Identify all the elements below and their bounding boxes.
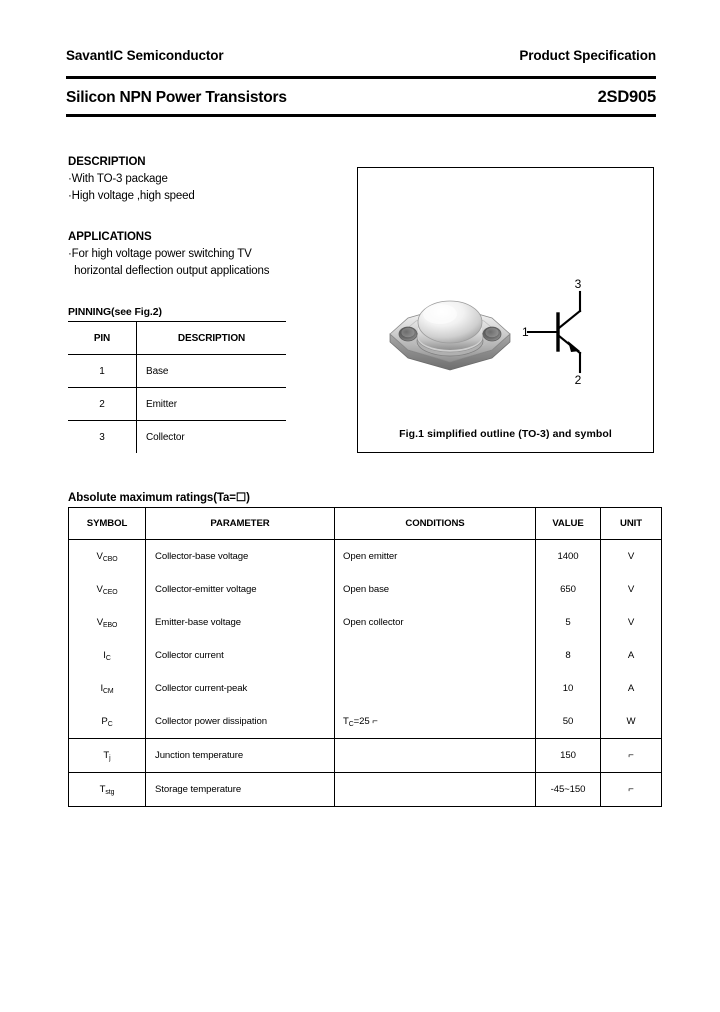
rating-parameter: Collector-base voltage [146,540,335,574]
rating-conditions [335,739,536,773]
description-heading: DESCRIPTION [68,156,146,168]
absolute-maximum-ratings-section [68,490,656,807]
rating-conditions: $T_C=25$ ⌐ [335,705,536,739]
symbol-pin-label-collector: 3 [574,278,582,291]
ratings-body [69,540,662,807]
table-row [69,705,662,739]
rating-symbol: $I_{CM}$ [69,672,146,705]
description-section [68,156,338,205]
figure-box [357,167,654,453]
rating-value: 8 [536,639,601,672]
company-name: SavantIC Semiconductor [66,48,224,63]
pin-number: 1 [68,355,137,388]
ratings-header-unit: UNIT [601,508,662,540]
page-header [66,48,656,63]
rating-unit: A [601,672,662,705]
rating-conditions [335,773,536,807]
rating-conditions: Open base [335,573,536,606]
description-line: ·High voltage ,high speed [68,190,195,202]
ratings-header-conditions: CONDITIONS [335,508,536,540]
ratings-header-parameter: PARAMETER [146,508,335,540]
pinning-header-row [68,322,286,355]
rating-symbol: $T_{stg}$ [69,773,146,807]
rating-value: 150 [536,739,601,773]
applications-heading: APPLICATIONS [68,231,152,243]
table-row [69,540,662,574]
pin-description: Emitter [137,388,287,421]
symbol-pin-label-base: 1 [522,325,529,339]
rating-unit: V [601,540,662,574]
rating-symbol: $V_{CEO}$ [69,573,146,606]
rating-parameter: Collector power dissipation [146,705,335,739]
rating-symbol: $T_j$ [69,739,146,773]
table-row [68,355,286,388]
rating-unit: ⌐ [601,739,662,773]
rating-value: -45~150 [536,773,601,807]
rating-symbol: $V_{EBO}$ [69,606,146,639]
npn-transistor-symbol [518,278,626,391]
pinning-title: PINNING(see Fig.2) [68,306,162,318]
rating-symbol: $P_C$ [69,705,146,739]
table-row [69,639,662,672]
table-row [69,739,662,773]
pin-description: Collector [146,431,185,443]
figure-content [358,168,653,452]
pinning-section [68,306,286,453]
header-divider-bottom [66,114,656,117]
rating-conditions: Open collector [335,606,536,639]
applications-line: ·For high voltage power switching TV [68,248,252,260]
rating-unit: ⌐ [601,773,662,807]
rating-symbol: $I_C$ [69,639,146,672]
applications-line: horizontal deflection output applications [68,265,270,277]
table-row [69,573,662,606]
rating-parameter: Collector current-peak [146,672,335,705]
rating-conditions: Open emitter [335,540,536,574]
rating-unit: V [601,606,662,639]
rating-value: 50 [536,705,601,739]
rating-value: 5 [536,606,601,639]
document-type: Product Specification [519,48,656,63]
figure-caption: Fig.1 simplified outline (TO-3) and symbol [399,428,612,440]
rating-parameter: Emitter-base voltage [146,606,335,639]
ratings-header-value: VALUE [536,508,601,540]
rating-value: 1400 [536,540,601,574]
applications-section [68,231,348,280]
table-row [68,388,286,421]
rating-conditions [335,639,536,672]
rating-value: 10 [536,672,601,705]
pin-number: 3 [68,421,137,454]
ratings-header-row [69,508,662,540]
ratings-title: Absolute maximum ratings(Ta=☐) [68,492,250,504]
table-row [69,672,662,705]
rating-value: 650 [536,573,601,606]
rating-parameter: Junction temperature [146,739,335,773]
pin-description: Base [137,355,287,388]
symbol-pin-label-emitter: 2 [574,373,582,386]
title-row [66,88,656,107]
rating-symbol: $V_{CBO}$ [69,540,146,574]
rating-unit: A [601,639,662,672]
rating-parameter: Collector-emitter voltage [146,573,335,606]
page-title: Silicon NPN Power Transistors [66,89,287,106]
description-line: ·With TO-3 package [68,173,168,185]
pinning-table [68,321,286,453]
ratings-table [68,507,662,807]
rating-unit: W [601,705,662,739]
rating-unit: V [601,573,662,606]
ratings-header-symbol: SYMBOL [69,508,146,540]
table-row [69,606,662,639]
pin-number: 2 [68,388,137,421]
to3-package-image [386,286,514,383]
part-number: 2SD905 [597,88,656,106]
rating-parameter: Collector current [146,639,335,672]
pinning-header-pin: PIN [68,322,137,355]
rating-parameter: Storage temperature [146,773,335,807]
table-row [68,421,286,454]
header-divider-top [66,76,656,79]
rating-conditions [335,672,536,705]
pinning-header-description: DESCRIPTION [137,322,287,355]
table-row [69,773,662,807]
